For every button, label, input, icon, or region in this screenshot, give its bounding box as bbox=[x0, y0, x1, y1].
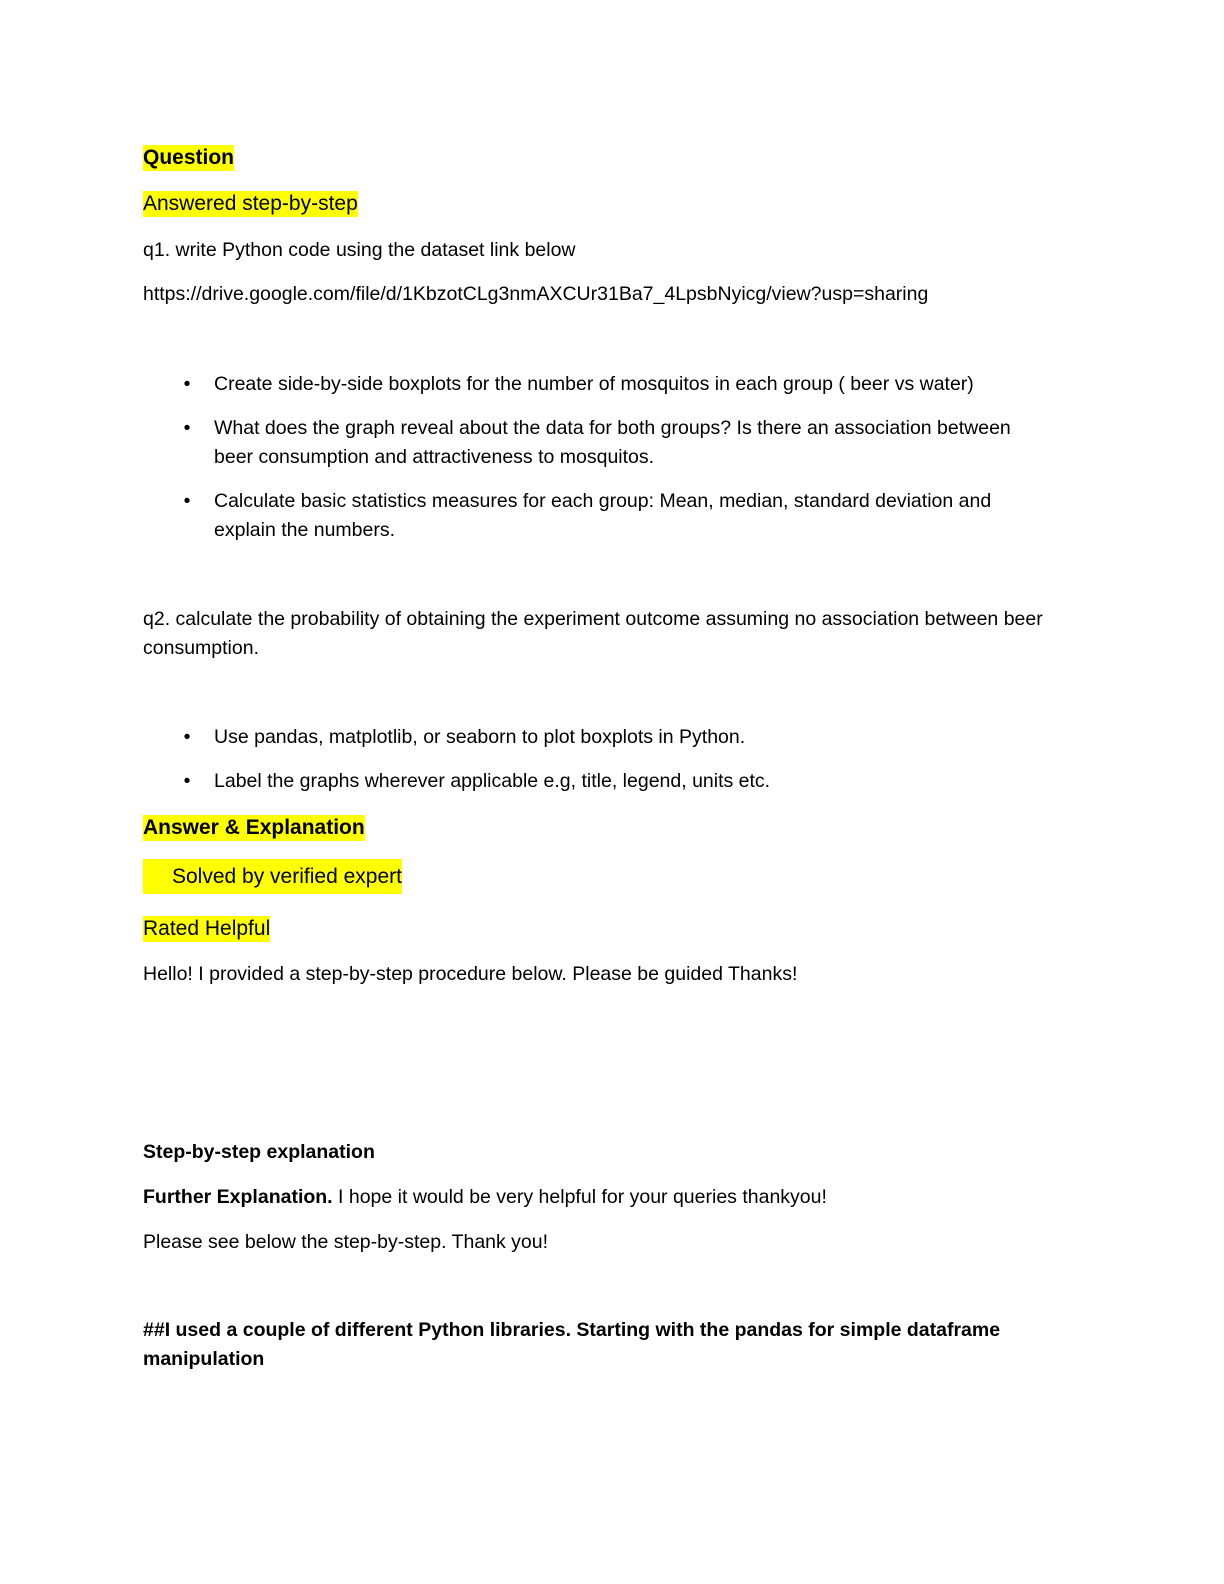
q2-text: q2. calculate the probability of obtaining the experiment outcome assuming no association between beer consumption. bbox=[143, 608, 1043, 659]
q1-intro: q1. write Python code using the dataset link below bbox=[143, 239, 576, 261]
q1-bullet-1 bbox=[143, 370, 1043, 400]
q2-bullet-2 bbox=[143, 767, 1043, 797]
question-heading-text: Question bbox=[143, 146, 235, 169]
rated-heading-text: Rated Helpful bbox=[143, 917, 271, 940]
q1-bullet-3 bbox=[143, 487, 1043, 547]
q2-bullet-1 bbox=[143, 723, 1043, 753]
q2-bullet-2-text: Label the graphs wherever applicable e.g, title, legend, units etc. bbox=[214, 770, 771, 792]
dataset-link[interactable]: https://drive.google.com/file/d/1KbzotCLg3nmAXCUr31Ba7_4LpsbNyicg/view?usp=sharing bbox=[143, 283, 929, 305]
q1-bullet-2 bbox=[143, 414, 1043, 474]
question-heading bbox=[143, 143, 234, 172]
bullet-icon: • bbox=[183, 490, 191, 512]
solved-heading-text: Solved by verified expert bbox=[143, 859, 402, 894]
step-heading: Step-by-step explanation bbox=[143, 1141, 375, 1163]
answer-heading-text: Answer & Explanation bbox=[143, 816, 365, 839]
hello-text: Hello! I provided a step-by-step procedure below. Please be guided Thanks! bbox=[143, 963, 798, 985]
bullet-icon: • bbox=[183, 770, 191, 792]
bullet-icon: • bbox=[183, 417, 191, 439]
see-below-text: Please see below the step-by-step. Thank you! bbox=[143, 1231, 549, 1253]
q1-bullet-3-text: Calculate basic statistics measures for each group: Mean, median, standard deviation and explain the numbers. bbox=[214, 490, 992, 541]
answer-heading bbox=[143, 813, 365, 842]
solved-heading bbox=[143, 862, 402, 891]
bullet-icon: • bbox=[183, 726, 191, 748]
q1-bullet-1-text: Create side-by-side boxplots for the number of mosquitos in each group ( beer vs water) bbox=[214, 373, 974, 395]
further-explanation bbox=[143, 1183, 827, 1212]
bullet-icon: • bbox=[183, 373, 191, 395]
further-text: I hope it would be very helpful for your queries thankyou! bbox=[332, 1186, 827, 1208]
q2-bullet-1-text: Use pandas, matplotlib, or seaborn to plot boxplots in Python. bbox=[214, 726, 746, 748]
rated-heading bbox=[143, 914, 270, 943]
libraries-text: ##I used a couple of different Python libraries. Starting with the pandas for simple dataframe manipulation bbox=[143, 1319, 1001, 1370]
answered-heading bbox=[143, 189, 358, 218]
further-label: Further Explanation. bbox=[143, 1186, 333, 1208]
q1-bullet-2-text: What does the graph reveal about the data for both groups? Is there an association between beer consumption and attractiveness to mosquitos. bbox=[214, 417, 1011, 468]
answered-heading-text: Answered step-by-step bbox=[143, 192, 358, 215]
